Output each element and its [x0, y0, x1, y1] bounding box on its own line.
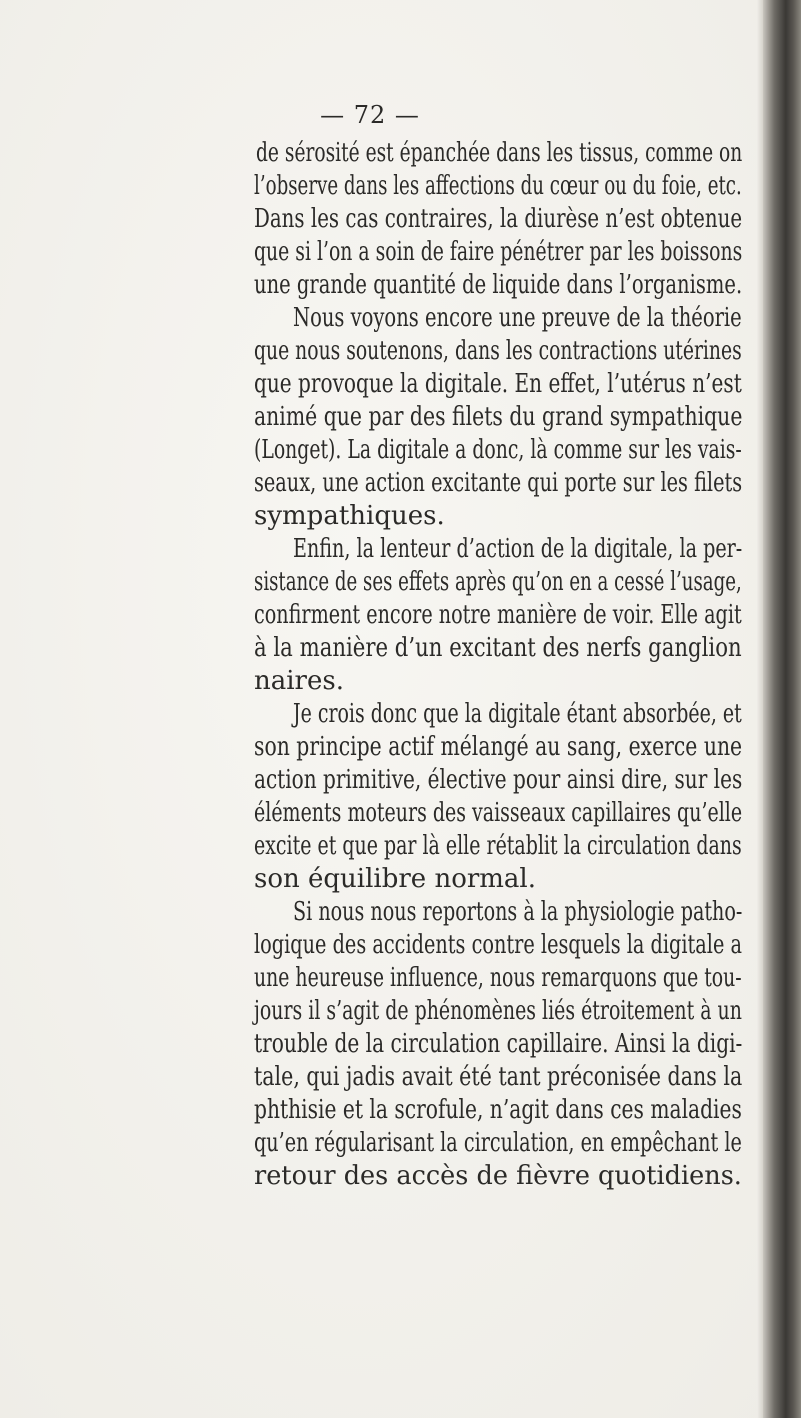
text-line: phthisie et la scrofule, n’agit dans ces maladies [254, 1095, 742, 1125]
text-line: Je crois donc que la digitale étant absorbée, et [293, 699, 742, 729]
text-line: naires. [254, 666, 344, 696]
text-line: tale, qui jadis avait été tant préconisée dans la [254, 1062, 743, 1092]
text-line: jours il s’agit de phénomènes liés étroitement à un [254, 996, 742, 1026]
text-line: une grande quantité de liquide dans l’organisme. [254, 270, 743, 300]
page-number: — 72 — [320, 101, 420, 129]
text-line: que si l’on a soin de faire pénétrer par les boissons [254, 237, 743, 267]
text-line: que nous soutenons, dans les contractions utérines [254, 336, 742, 366]
text-line: animé que par des filets du grand sympathique [254, 402, 743, 432]
book-binding-shadow [763, 0, 801, 1418]
text-line: retour des accès de fièvre quotidiens. [254, 1161, 742, 1191]
text-line: trouble de la circulation capillaire. Ainsi la digi- [254, 1029, 743, 1059]
text-line: excite et que par là elle rétablit la circulation dans [254, 831, 742, 861]
text-line: sistance de ses effets après qu’on en a cessé l’usage, [254, 567, 742, 597]
text-line: Nous voyons encore une preuve de la théorie [293, 303, 742, 333]
text-line: qu’en régularisant la circulation, en empêchant le [254, 1128, 742, 1158]
text-line: éléments moteurs des vaisseaux capillaires qu’elle [254, 798, 743, 828]
text-line: (Longet). La digitale a donc, là comme sur les vais- [254, 435, 742, 465]
text-line: à la manière d’un excitant des nerfs ganglion [254, 633, 742, 663]
text-line: Si nous nous reportons à la physiologie patho- [293, 897, 743, 927]
text-line: sympathiques. [254, 501, 445, 531]
text-line: action primitive, élective pour ainsi dire, sur les [254, 765, 743, 795]
text-line: que provoque la digitale. En effet, l’utérus n’est [254, 369, 742, 399]
text-line: logique des accidents contre lesquels la digitale a [254, 930, 742, 960]
text-line: seaux, une action excitante qui porte sur les filets [254, 468, 743, 498]
text-line: Dans les cas contraires, la diurèse n’est obtenue [254, 204, 743, 234]
text-line: Enfin, la lenteur d’action de la digitale, la per- [293, 534, 743, 564]
text-line: une heureuse influence, nous remarquons que tou- [254, 963, 742, 993]
text-line: son équilibre normal. [254, 864, 537, 894]
text-line: confirment encore notre manière de voir. Elle agit [254, 600, 742, 630]
text-line: son principe actif mélangé au sang, exerce une [254, 732, 743, 762]
text-line: de sérosité est épanchée dans les tissus, comme on [256, 138, 743, 168]
text-line: l’observe dans les affections du cœur ou du foie, etc. [254, 171, 742, 201]
